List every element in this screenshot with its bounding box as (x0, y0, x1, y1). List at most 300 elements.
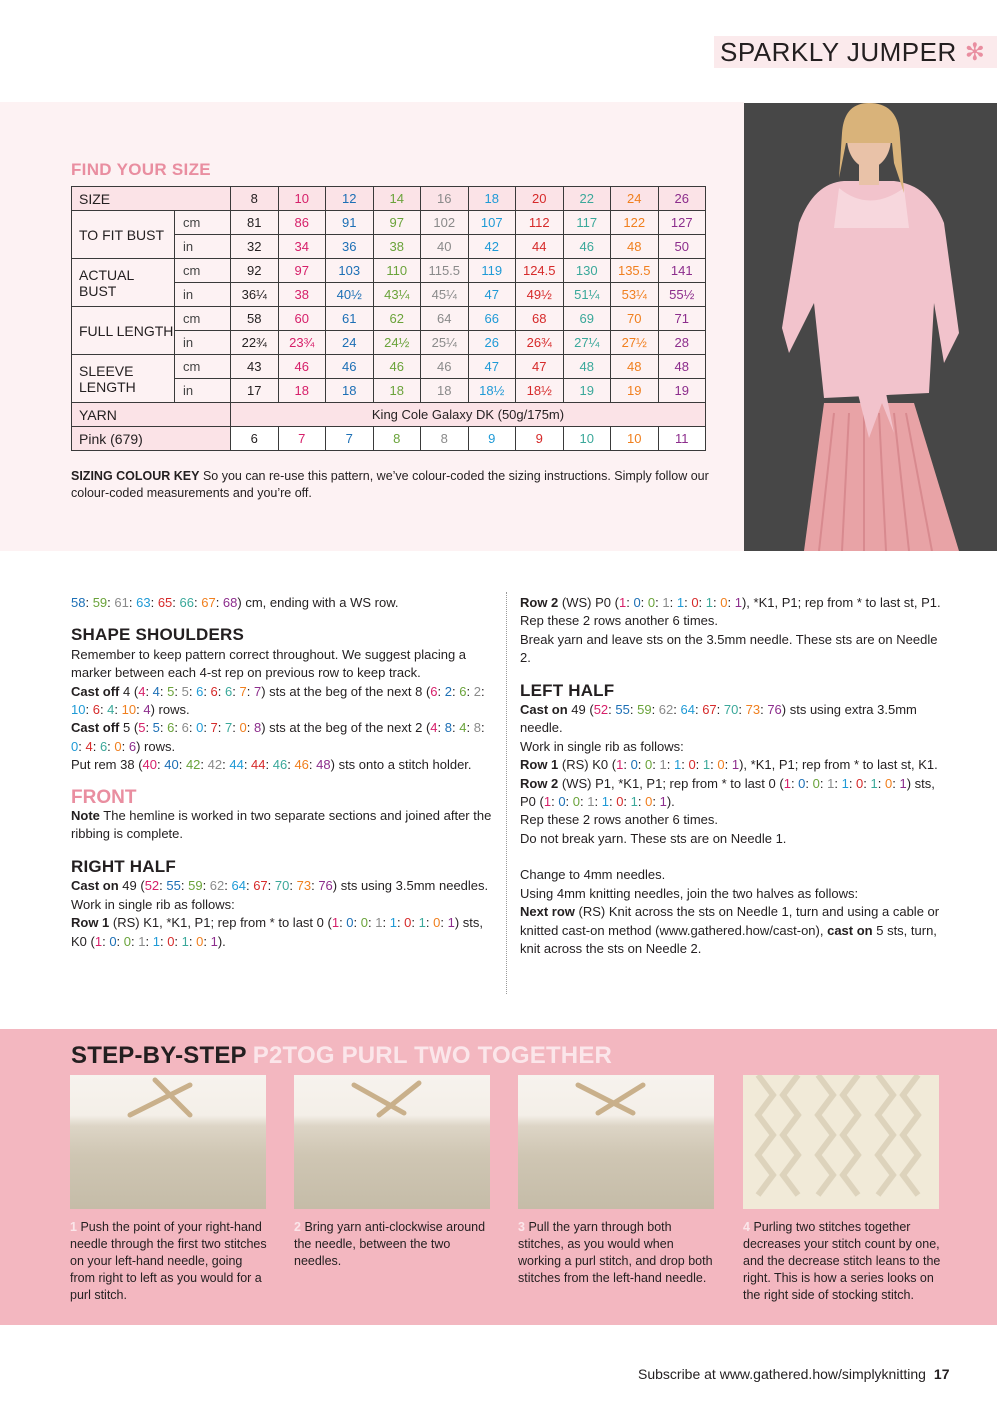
row-label: Row 2 (520, 595, 559, 610)
unit-cm: cm (175, 355, 231, 379)
size-value: 1 (870, 775, 878, 791)
step-number: 3 (518, 1220, 525, 1234)
ball-count: 9 (516, 427, 564, 451)
lh-row2 (520, 775, 944, 812)
table-cell: 119 (468, 259, 516, 283)
join-halves: Using 4mm knitting needles, join the two halves as follows: (520, 885, 859, 901)
cast-off-1-base: 4 (123, 683, 131, 699)
step-number: 2 (294, 1220, 301, 1234)
row-label: Next row (520, 904, 575, 920)
size-value: 67 (702, 702, 717, 718)
size-value: 5 (181, 683, 189, 699)
column-separator (506, 592, 507, 994)
size-value: 1 (331, 915, 340, 931)
table-cell: 44 (516, 235, 564, 259)
size-value: 0 (616, 794, 624, 810)
size-header-row (72, 187, 706, 211)
find-your-size-heading: FIND YOUR SIZE (71, 160, 211, 179)
cast-off-1-sizes: 4: 4: 5: 5: 6: 6: 6: 7: 7 (138, 683, 262, 699)
size-value: 0 (645, 757, 653, 773)
cast-off-2-sizes: 5: 5: 6: 6: 0: 7: 7: 0: 8 (138, 720, 262, 736)
front-heading: FRONT (71, 786, 137, 808)
size-value: 1 (418, 915, 426, 931)
size-value: 1 (138, 933, 146, 949)
table-cell: 24 (326, 331, 374, 355)
step-3-text (518, 1219, 718, 1287)
size-value: 67 (201, 595, 216, 610)
size-value: 0 (884, 775, 893, 791)
row-label: ACTUAL BUST (72, 259, 175, 307)
size-value: 76 (318, 878, 333, 894)
rh-cast-sizes: 52: 55: 59: 62: 64: 67: 70: 73: 76 (144, 878, 333, 894)
table-cell: 46 (421, 355, 469, 379)
size-value: 8 (444, 720, 452, 736)
cast-off-label: Cast off (71, 683, 120, 699)
table-cell: 17 (231, 379, 279, 403)
shape-shoulders-heading: SHAPE SHOULDERS (71, 625, 245, 645)
lh-cast-base: 49 ( (567, 702, 594, 718)
table-cell: 46 (563, 235, 611, 259)
size-10: 10 (278, 187, 326, 211)
table-cell: 86 (278, 211, 326, 235)
table-cell: 64 (421, 307, 469, 331)
size-value: 0 (71, 738, 79, 754)
table-cell: 22¾ (231, 331, 279, 355)
cast-off-1-mid: ) sts at the beg of the next 8 ( (261, 683, 431, 699)
measure-row (72, 259, 706, 283)
size-value: 73 (745, 702, 761, 718)
step-number: 4 (743, 1220, 750, 1234)
step-description: Push the point of your right-hand needle through the first two stitches on your left-hand needle, going from right to left as you would for a purl stitch. (70, 1220, 267, 1302)
shoulders-intro (71, 594, 495, 612)
page-header (714, 36, 997, 68)
star-icon: ✻ (964, 38, 985, 66)
size-20: 20 (516, 187, 564, 211)
size-value: 6 (167, 720, 175, 736)
table-cell: 40 (421, 235, 469, 259)
unit-in: in (175, 331, 231, 355)
size-8: 8 (231, 187, 279, 211)
rh-row1-sizes2: 1: 0: 0: 1: 1: 0: 1: 0: 1 (94, 933, 218, 949)
size-value: 0 (404, 915, 412, 931)
table-cell: 49½ (516, 283, 564, 307)
size-value: 1 (676, 595, 685, 610)
unit-in: in (175, 235, 231, 259)
table-cell: 26¾ (516, 331, 564, 355)
table-cell: 45¼ (421, 283, 469, 307)
size-value: 10 (71, 702, 86, 718)
size-value: 8 (253, 720, 262, 736)
table-cell: 27½ (611, 331, 659, 355)
cast-off-1-end: ) rows. (150, 702, 190, 718)
size-value: 1 (375, 915, 383, 931)
table-cell: 62 (373, 307, 421, 331)
size-value: 4 (430, 720, 438, 736)
page-title: SPARKLY JUMPER (720, 36, 957, 67)
size-value: 73 (296, 878, 312, 894)
cast-on-label: Cast on (71, 878, 119, 894)
model-photo (744, 103, 997, 551)
table-cell: 60 (278, 307, 326, 331)
size-value: 0 (647, 595, 656, 610)
size-value: 46 (294, 757, 309, 773)
ball-count: 10 (563, 427, 611, 451)
size-value: 8 (473, 720, 481, 736)
table-cell: 110 (373, 259, 421, 283)
rh-cast-on (71, 877, 495, 895)
table-cell: 68 (516, 307, 564, 331)
size-value: 1 (587, 794, 595, 810)
table-cell: 46 (326, 355, 374, 379)
cast-off-1: Cast off 4 (4: 4: 5: 5: 6: 6: 6: 7: 7) sts at the beg of the next 8 (6: 2: 6: 2: 10: 6: 4: 10: 4) rows. (71, 683, 485, 718)
table-cell: 48 (658, 355, 706, 379)
step-1-text (70, 1219, 270, 1304)
unit-cm: cm (175, 211, 231, 235)
size-value: 48 (316, 757, 331, 773)
rh-rib: Work in single rib as follows: (71, 896, 235, 912)
next-row-end: 5 sts, turn, knit across the sts on Needle 2. (520, 922, 937, 956)
lh-rib: Work in single rib as follows: (520, 738, 684, 754)
table-cell: 19 (611, 379, 659, 403)
measure-row (72, 211, 706, 235)
size-value: 68 (222, 595, 238, 610)
table-cell: 24½ (373, 331, 421, 355)
table-cell: 47 (516, 355, 564, 379)
yarn-row (72, 403, 706, 427)
table-cell: 91 (326, 211, 374, 235)
size-value: 0 (123, 933, 132, 949)
colour-key-label: SIZING COLOUR KEY (71, 469, 200, 483)
size-value: 1 (389, 915, 397, 931)
note-label: Note (71, 808, 100, 824)
rh-row1-mid: ) sts, K0 ( (71, 915, 483, 949)
size-value: 4 (107, 702, 115, 718)
yarn-value: King Cole Galaxy DK (50g/175m) (231, 403, 706, 427)
colour-key-text: So you can re-use this pattern, we’ve colour-coded the sizing instructions. Simply follow our colour-coded measurements and you’re off. (71, 469, 709, 500)
row2-sizes: 1: 0: 0: 1: 1: 0: 1: 0: 1 (618, 595, 742, 610)
size-value: 4 (459, 720, 467, 736)
table-cell: 47 (468, 283, 516, 307)
size-value: 7 (225, 720, 233, 736)
size-value: 1 (210, 933, 218, 949)
lh-row1-end: ), *K1, P1; rep from * to last st, K1. (739, 757, 938, 773)
size-value: 59 (188, 878, 203, 894)
table-cell: 50 (658, 235, 706, 259)
table-cell: 19 (658, 379, 706, 403)
shape-shoulders-text: Remember to keep pattern correct throughout. We suggest placing a marker between each 4-st rep on previous row to keep track. (71, 646, 467, 681)
table-cell: 18 (278, 379, 326, 403)
note (71, 807, 495, 844)
size-value: 44 (229, 757, 244, 773)
right-column (520, 594, 944, 958)
size-value: 0 (633, 595, 641, 610)
table-cell: 107 (468, 211, 516, 235)
size-value: 64 (231, 878, 246, 894)
right-half-heading: RIGHT HALF (71, 856, 176, 876)
rh-row1 (71, 914, 495, 951)
size-value: 1 (827, 775, 835, 791)
table-cell: 102 (421, 211, 469, 235)
size-value: 62 (209, 878, 225, 894)
size-value: 55 (166, 878, 181, 894)
table-cell: 141 (658, 259, 706, 283)
size-value: 1 (630, 794, 638, 810)
lh-row2-start: (WS) P1, *K1, P1; rep from * to last 0 ( (558, 775, 784, 791)
size-value: 7 (239, 683, 247, 699)
table-cell: 103 (326, 259, 374, 283)
size-value: 0 (717, 757, 725, 773)
size-value: 58 (71, 595, 86, 610)
table-cell: 115.5 (421, 259, 469, 283)
size-value: 6 (196, 683, 204, 699)
size-value: 70 (274, 878, 290, 894)
size-value: 4 (143, 702, 151, 718)
row-label: SLEEVE LENGTH (72, 355, 175, 403)
put-rem-sizes: 40: 40: 42: 42: 44: 44: 46: 46: 48 (142, 757, 331, 773)
table-cell: 46 (373, 355, 421, 379)
size-value: 5 (167, 683, 175, 699)
intro-tail: ) cm, ending with a WS row. (237, 595, 399, 610)
table-cell: 36 (326, 235, 374, 259)
size-16: 16 (421, 187, 469, 211)
size-value: 0 (109, 933, 117, 949)
size-value: 4 (138, 683, 146, 699)
lh-cast-sizes: 52: 55: 59: 62: 64: 67: 70: 73: 76 (593, 702, 782, 718)
size-value: 0 (691, 595, 699, 610)
size-value: 67 (253, 878, 268, 894)
technique-title: P2TOG PURL TWO TOGETHER (252, 1042, 613, 1069)
table-cell: 48 (563, 355, 611, 379)
size-value: 1 (616, 757, 624, 773)
page-number: 17 (933, 1366, 950, 1382)
size-value: 1 (659, 757, 667, 773)
cast-off-label: Cast off (71, 720, 120, 736)
step-number: 1 (70, 1220, 77, 1234)
step-1-image (70, 1075, 266, 1209)
cast-on-label: Cast on (520, 702, 568, 718)
table-cell: 43¼ (373, 283, 421, 307)
size-value: 61 (114, 595, 129, 610)
size-18: 18 (468, 187, 516, 211)
ball-count: 6 (231, 427, 279, 451)
size-value: 1 (731, 757, 740, 773)
size-value: 0 (856, 775, 864, 791)
size-value: 0 (688, 757, 696, 773)
size-value: 46 (272, 757, 288, 773)
unit-in: in (175, 379, 231, 403)
row-label: FULL LENGTH (72, 307, 175, 355)
table-cell: 51¼ (563, 283, 611, 307)
rh-cast-end: ) sts using 3.5mm needles. (332, 878, 489, 894)
table-cell: 47 (468, 355, 516, 379)
size-value: 1 (705, 595, 714, 610)
size-value: 2 (444, 683, 452, 699)
lh-row1-sizes: 1: 0: 0: 1: 1: 0: 1: 0: 1 (616, 757, 740, 773)
table-cell: 46 (278, 355, 326, 379)
size-value: 6 (225, 683, 233, 699)
table-cell: 55½ (658, 283, 706, 307)
sizing-colour-key (71, 468, 711, 502)
row2 (520, 594, 944, 612)
table-cell: 18 (326, 379, 374, 403)
table-cell: 27¼ (563, 331, 611, 355)
table-cell: 19 (563, 379, 611, 403)
measure-row (72, 355, 706, 379)
size-14: 14 (373, 187, 421, 211)
size-value: 0 (645, 794, 653, 810)
table-cell: 58 (231, 307, 279, 331)
size-value: 1 (152, 933, 160, 949)
table-cell: 92 (231, 259, 279, 283)
colour-label: Pink (679) (72, 427, 231, 451)
table-cell: 66 (468, 307, 516, 331)
size-value: 0 (196, 720, 204, 736)
size-value: 6 (181, 720, 189, 736)
ball-count: 10 (611, 427, 659, 451)
table-cell: 42 (468, 235, 516, 259)
table-cell: 36¼ (231, 283, 279, 307)
lh-row2-end: ). (666, 794, 675, 810)
size-value: 0 (360, 915, 368, 931)
size-value: 6 (99, 738, 108, 754)
table-cell: 81 (231, 211, 279, 235)
size-table (71, 186, 706, 451)
size-value: 0 (196, 933, 204, 949)
size-value: 2 (473, 683, 481, 699)
table-cell: 32 (231, 235, 279, 259)
size-value: 55 (615, 702, 630, 718)
step-4-image (743, 1075, 939, 1209)
size-label: SIZE (72, 187, 231, 211)
table-cell: 127 (658, 211, 706, 235)
size-12: 12 (326, 187, 374, 211)
size-value: 1 (899, 775, 907, 791)
yarn-label: YARN (72, 403, 231, 427)
size-value: 0 (572, 794, 581, 810)
unit-in: in (175, 283, 231, 307)
step-by-step-title (71, 1042, 612, 1070)
measure-row (72, 307, 706, 331)
size-value: 6 (430, 683, 438, 699)
lh-row2-mid: ) sts, P0 ( (520, 775, 935, 810)
size-value: 44 (251, 757, 266, 773)
lh-nobreak: Do not break yarn. These sts are on Needle 1. (520, 830, 787, 846)
intro-sizes: 58: 59: 61: 63: 65: 66: 67: 68 (71, 595, 238, 610)
table-cell: 135.5 (611, 259, 659, 283)
size-value: 0 (812, 775, 820, 791)
rh-row1-start: (RS) K1, *K1, P1; rep from * to last 0 ( (109, 915, 332, 931)
size-26: 26 (658, 187, 706, 211)
put-rem (71, 756, 495, 774)
size-value: 65 (157, 595, 173, 610)
step-2-text (294, 1219, 494, 1270)
table-cell: 18½ (468, 379, 516, 403)
put-rem-end: ) sts onto a stitch holder. (330, 757, 472, 773)
lh-cast-on (520, 701, 944, 738)
subscribe-link[interactable]: Subscribe at www.gathered.how/simplyknitting (638, 1366, 926, 1382)
size-value: 7 (210, 720, 218, 736)
size-value: 6 (128, 738, 137, 754)
table-cell: 18 (421, 379, 469, 403)
row-label: Row 1 (520, 757, 559, 773)
cast-off-2-base: 5 (123, 720, 131, 736)
table-cell: 48 (611, 355, 659, 379)
ball-count: 8 (421, 427, 469, 451)
size-value: 64 (680, 702, 695, 718)
row2-start: (WS) P0 ( (558, 595, 619, 610)
ball-count: 11 (658, 427, 706, 451)
size-value: 1 (783, 775, 791, 791)
size-value: 6 (459, 683, 467, 699)
rh-cast-base: 49 ( (118, 878, 145, 894)
table-cell: 117 (563, 211, 611, 235)
change-needles: Change to 4mm needles. (520, 867, 666, 883)
table-cell: 34 (278, 235, 326, 259)
table-cell: 70 (611, 307, 659, 331)
cast-off-2-rows: 4: 8: 4: 8: 0: 4: 6: 0: 6 (71, 720, 485, 754)
size-value: 5 (138, 720, 146, 736)
break-yarn: Break yarn and leave sts on the 3.5mm needle. These sts are on Needle 2. (520, 631, 938, 666)
rh-row1-sizes: 1: 0: 0: 1: 1: 0: 1: 0: 1 (331, 915, 455, 931)
lh-row2-sizes: 1: 0: 0: 1: 1: 0: 1: 0: 1 (783, 775, 907, 791)
size-value: 0 (630, 757, 638, 773)
size-value: 42 (185, 757, 201, 773)
size-value: 0 (558, 794, 566, 810)
size-value: 0 (346, 915, 354, 931)
table-cell: 71 (658, 307, 706, 331)
size-value: 1 (673, 757, 682, 773)
table-cell: 38 (278, 283, 326, 307)
table-cell: 18 (373, 379, 421, 403)
size-value: 1 (734, 595, 742, 610)
table-cell: 69 (563, 307, 611, 331)
step-description: Pull the yarn through both stitches, as you would when working a purl stitch, and drop both stitches from the left-hand needle. (518, 1220, 713, 1285)
cast-off-2-end: ) rows. (136, 738, 176, 754)
unit-cm: cm (175, 259, 231, 283)
left-half-heading: LEFT HALF (520, 680, 615, 700)
ball-count: 9 (468, 427, 516, 451)
size-value: 1 (601, 794, 609, 810)
size-value: 5 (152, 720, 160, 736)
lh-repeat: Rep these 2 rows another 6 times. (520, 812, 718, 828)
size-value: 52 (144, 878, 160, 894)
next-row (520, 903, 944, 958)
step-description: Bring yarn anti-clockwise around the needle, between the two needles. (294, 1220, 486, 1268)
size-value: 76 (767, 702, 782, 718)
step-2-image (294, 1075, 490, 1209)
table-cell: 61 (326, 307, 374, 331)
size-value: 1 (94, 933, 103, 949)
size-value: 1 (181, 933, 189, 949)
size-value: 63 (136, 595, 151, 610)
page-footer (638, 1366, 950, 1382)
table-cell: 48 (611, 235, 659, 259)
size-value: 59 (92, 595, 108, 610)
table-cell: 18½ (516, 379, 564, 403)
next-row-text: (RS) Knit across the sts on Needle 1, turn and using a cable or knitted cast-on method (www.gathered.how/cast-on), (520, 904, 940, 938)
table-cell: 43 (231, 355, 279, 379)
size-value: 0 (167, 933, 175, 949)
table-cell: 26 (468, 331, 516, 355)
left-column (71, 594, 495, 951)
size-value: 52 (593, 702, 609, 718)
table-cell: 40½ (326, 283, 374, 307)
size-value: 42 (207, 757, 223, 773)
table-cell: 23¾ (278, 331, 326, 355)
size-value: 66 (179, 595, 194, 610)
size-value: 59 (637, 702, 652, 718)
row-label: Row 1 (71, 915, 110, 931)
